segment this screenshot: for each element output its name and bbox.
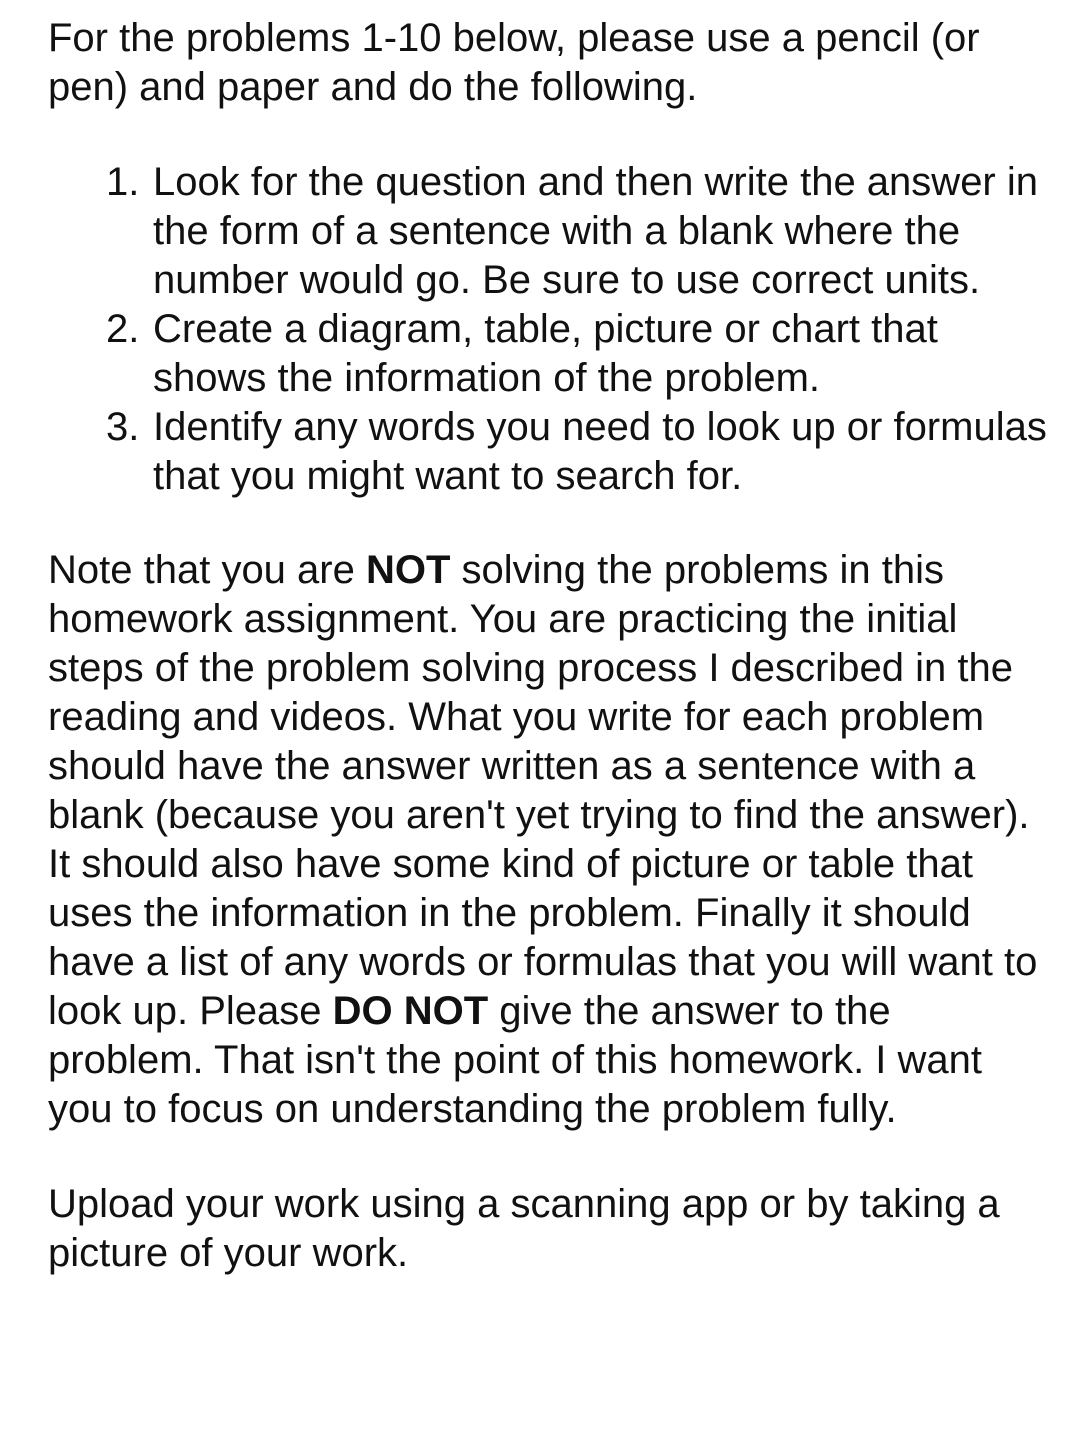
document-page [48, 14, 1048, 1278]
upload-paragraph: Upload your work using a scanning app or by taking a picture of your work. [48, 1182, 1000, 1275]
note-text: give the answer to the problem. That isn't the point of this homework. I want you to focus on understanding the problem fully. [48, 989, 983, 1131]
step-text: Identify any words you need to look up or formulas that you might want to search for. [153, 405, 1047, 498]
list-item [48, 305, 1048, 403]
step-number: 2. [106, 307, 140, 351]
list-item [48, 403, 1048, 501]
emphasis-do-not: DO NOT [332, 989, 489, 1033]
list-item [48, 158, 1048, 305]
note-paragraph [48, 546, 1048, 1134]
emphasis-not: NOT [365, 548, 451, 592]
instruction-steps-list [48, 158, 1048, 501]
step-number: 1. [106, 160, 140, 204]
step-text: Look for the question and then write the answer in the form of a sentence with a blank where the number would go. Be sure to use correct units. [153, 160, 1038, 302]
step-text: Create a diagram, table, picture or chart that shows the information of the problem. [153, 307, 938, 400]
note-text: Note that you are [48, 548, 366, 592]
intro-paragraph: For the problems 1-10 below, please use a pencil (or pen) and paper and do the following. [48, 16, 980, 109]
step-number: 3. [106, 405, 140, 449]
note-text: solving the problems in this homework assignment. You are practicing the initial steps of the problem solving process I described in the reading and videos. What you write for each problem should have the answer written as a sentence with a blank (because you aren't yet trying to find the answer). It should also have some kind of picture or table that uses the information in the problem. Finally it should have a list of any words or formulas that you will want to look up. Please [48, 548, 1038, 1033]
